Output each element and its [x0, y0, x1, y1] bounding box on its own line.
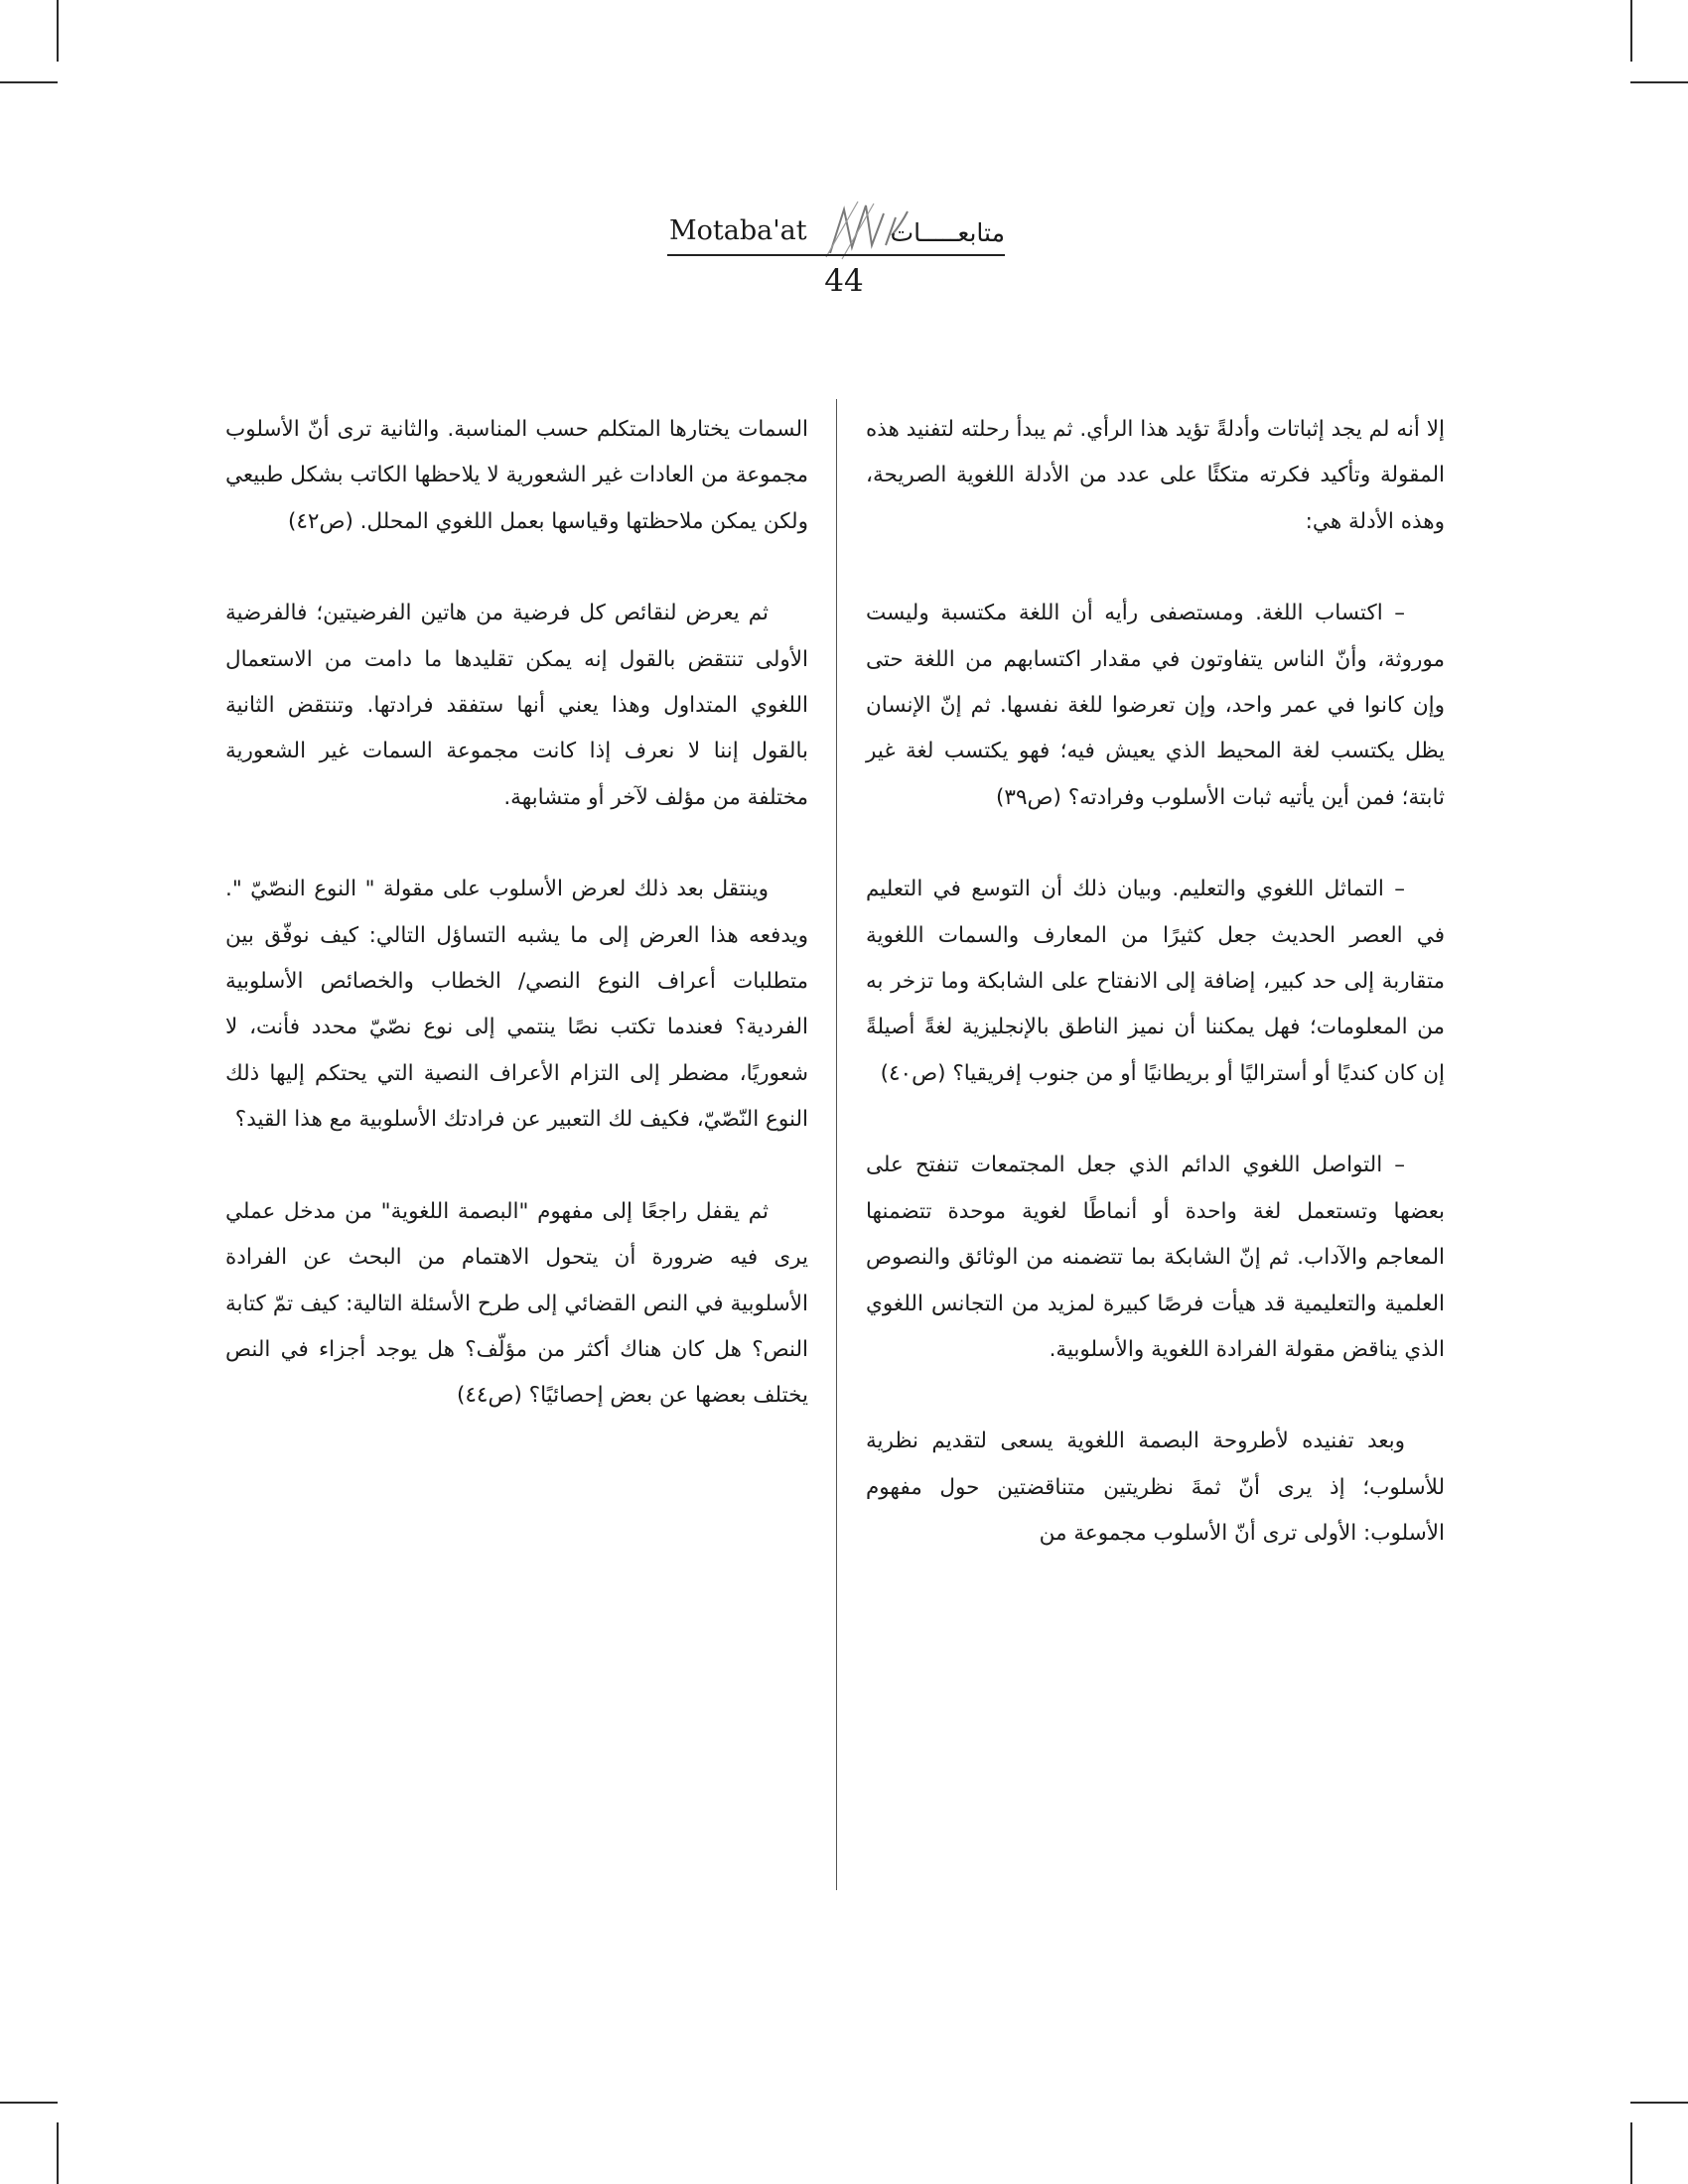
paragraph: – اكتساب اللغة. ومستصفى رأيه أن اللغة مكتسبة وليست موروثة، وأنّ الناس يتفاوتون في مقدار اكتسابهم من اللغة حتى وإن كانوا في عمر واحد، وإن تعرضوا للغة نفسها. ثم إنّ الإنسان يظل يكتسب لغة المحيط الذي يعيش فيه؛ فهو يكتسب لغة غير ثابتة؛ فمن أين يأتيه ثبات الأسلوب وفرادته؟ (ص٣٩)	[866, 601, 1445, 810]
column-divider	[836, 399, 837, 1890]
header-rule	[667, 254, 1005, 256]
crop-mark-bottom-right	[1630, 2122, 1632, 2184]
right-column	[866, 407, 1445, 1558]
page-number: 44	[824, 263, 864, 299]
paragraph: إلا أنه لم يجد إثباتات وأدلةً تؤيد هذا الرأي. ثم يبدأ رحلته لتفنيد هذه المقولة وتأكيد فكرته متكئًا على عدد من الأدلة اللغوية الصريحة، وهذه الأدلة هي:	[866, 417, 1445, 534]
paragraph: ثم يعرض لنقائص كل فرضية من هاتين الفرضيتين؛ فالفرضية الأولى تنتقض بالقول إنه يمكن تقليدها ما دامت من الاستعمال اللغوي المتداول وهذا يعني أنها ستفقد فرادتها. وتنتقض الثانية بالقول إننا لا نعرف إذا كانت مجموعة السمات غير الشعورية مختلفة من مؤلف لآخر أو متشابهة.	[225, 601, 808, 810]
running-header	[655, 204, 1033, 323]
crop-mark-top-left	[57, 0, 59, 62]
left-column	[225, 407, 808, 1420]
crop-mark-top-left-h	[0, 81, 58, 83]
crop-mark-top-right	[1630, 0, 1632, 62]
header-title-en: Motaba'at	[669, 215, 807, 246]
crop-mark-bottom-left-h	[0, 2102, 58, 2104]
crop-mark-bottom-right-h	[1630, 2102, 1688, 2104]
paragraph: السمات يختارها المتكلم حسب المناسبة. والثانية ترى أنّ الأسلوب مجموعة من العادات غير الشعورية لا يلاحظها الكاتب بشكل طبيعي ولكن يمكن ملاحظتها وقياسها بعمل اللغوي المحلل. (ص٤٢)	[225, 417, 808, 534]
paragraph: وبعد تفنيده لأطروحة البصمة اللغوية يسعى لتقديم نظرية للأسلوب؛ إذ يرى أنّ ثمةَ نظريتين متناقضتين حول مفهوم الأسلوب: الأولى ترى أنّ الأسلوب مجموعة من	[866, 1429, 1445, 1547]
paragraph: وينتقل بعد ذلك لعرض الأسلوب على مقولة " النوع النصّيّ ". ويدفعه هذا العرض إلى ما يشبه التساؤل التالي: كيف نوفّق بين متطلبات أعراف النوع النصي/ الخطاب والخصائص الأسلوبية الفردية؟ فعندما تكتب نصًا ينتمي إلى نوع نصّيّ محدد فأنت، لا شعوريًا، مضطر إلى التزام الأعراف النصية التي يحتكم إليها ذلك النوع النّصّيّ، فكيف لك التعبير عن فرادتك الأسلوبية مع هذا القيد؟	[225, 877, 808, 1133]
crop-mark-top-right-h	[1630, 81, 1688, 83]
paragraph: ثم يقفل راجعًا إلى مفهوم "البصمة اللغوية" من مدخل عملي يرى فيه ضرورة أن يتحول الاهتمام من البحث عن الفرادة الأسلوبية في النص القضائي إلى طرح الأسئلة التالية: كيف تمّ كتابة النص؟ هل كان هناك أكثر من مؤلّف؟ هل يوجد أجزاء في النص يختلف بعضها عن بعض إحصائيًا؟ (ص٤٤)	[225, 1198, 808, 1409]
header-title-ar: متابعـــــات	[890, 218, 1005, 247]
paragraph: – التواصل اللغوي الدائم الذي جعل المجتمعات تنفتح على بعضها وتستعمل لغة واحدة أو أنماطًا لغوية موحدة تتضمنها المعاجم والآداب. ثم إنّ الشابكة بما تتضمنه من الوثائق والنصوص العلمية والتعليمية قد هيأت فرصًا كبيرة لمزيد من التجانس اللغوي الذي يناقض مقولة الفرادة اللغوية والأسلوبية.	[866, 1153, 1445, 1362]
crop-mark-bottom-left	[57, 2122, 59, 2184]
paragraph: – التماثل اللغوي والتعليم. وبيان ذلك أن التوسع في التعليم في العصر الحديث جعل كثيرًا من المعارف والسمات اللغوية متقاربة إلى حد كبير، إضافة إلى الانفتاح على الشابكة وما تزخر به من المعلومات؛ فهل يمكننا أن نميز الناطق بالإنجليزية لغةً أصيلةً إن كان كنديًا أو أستراليًا أو بريطانيًا أو من جنوب إفريقيا؟ (ص٤٠)	[866, 877, 1445, 1086]
